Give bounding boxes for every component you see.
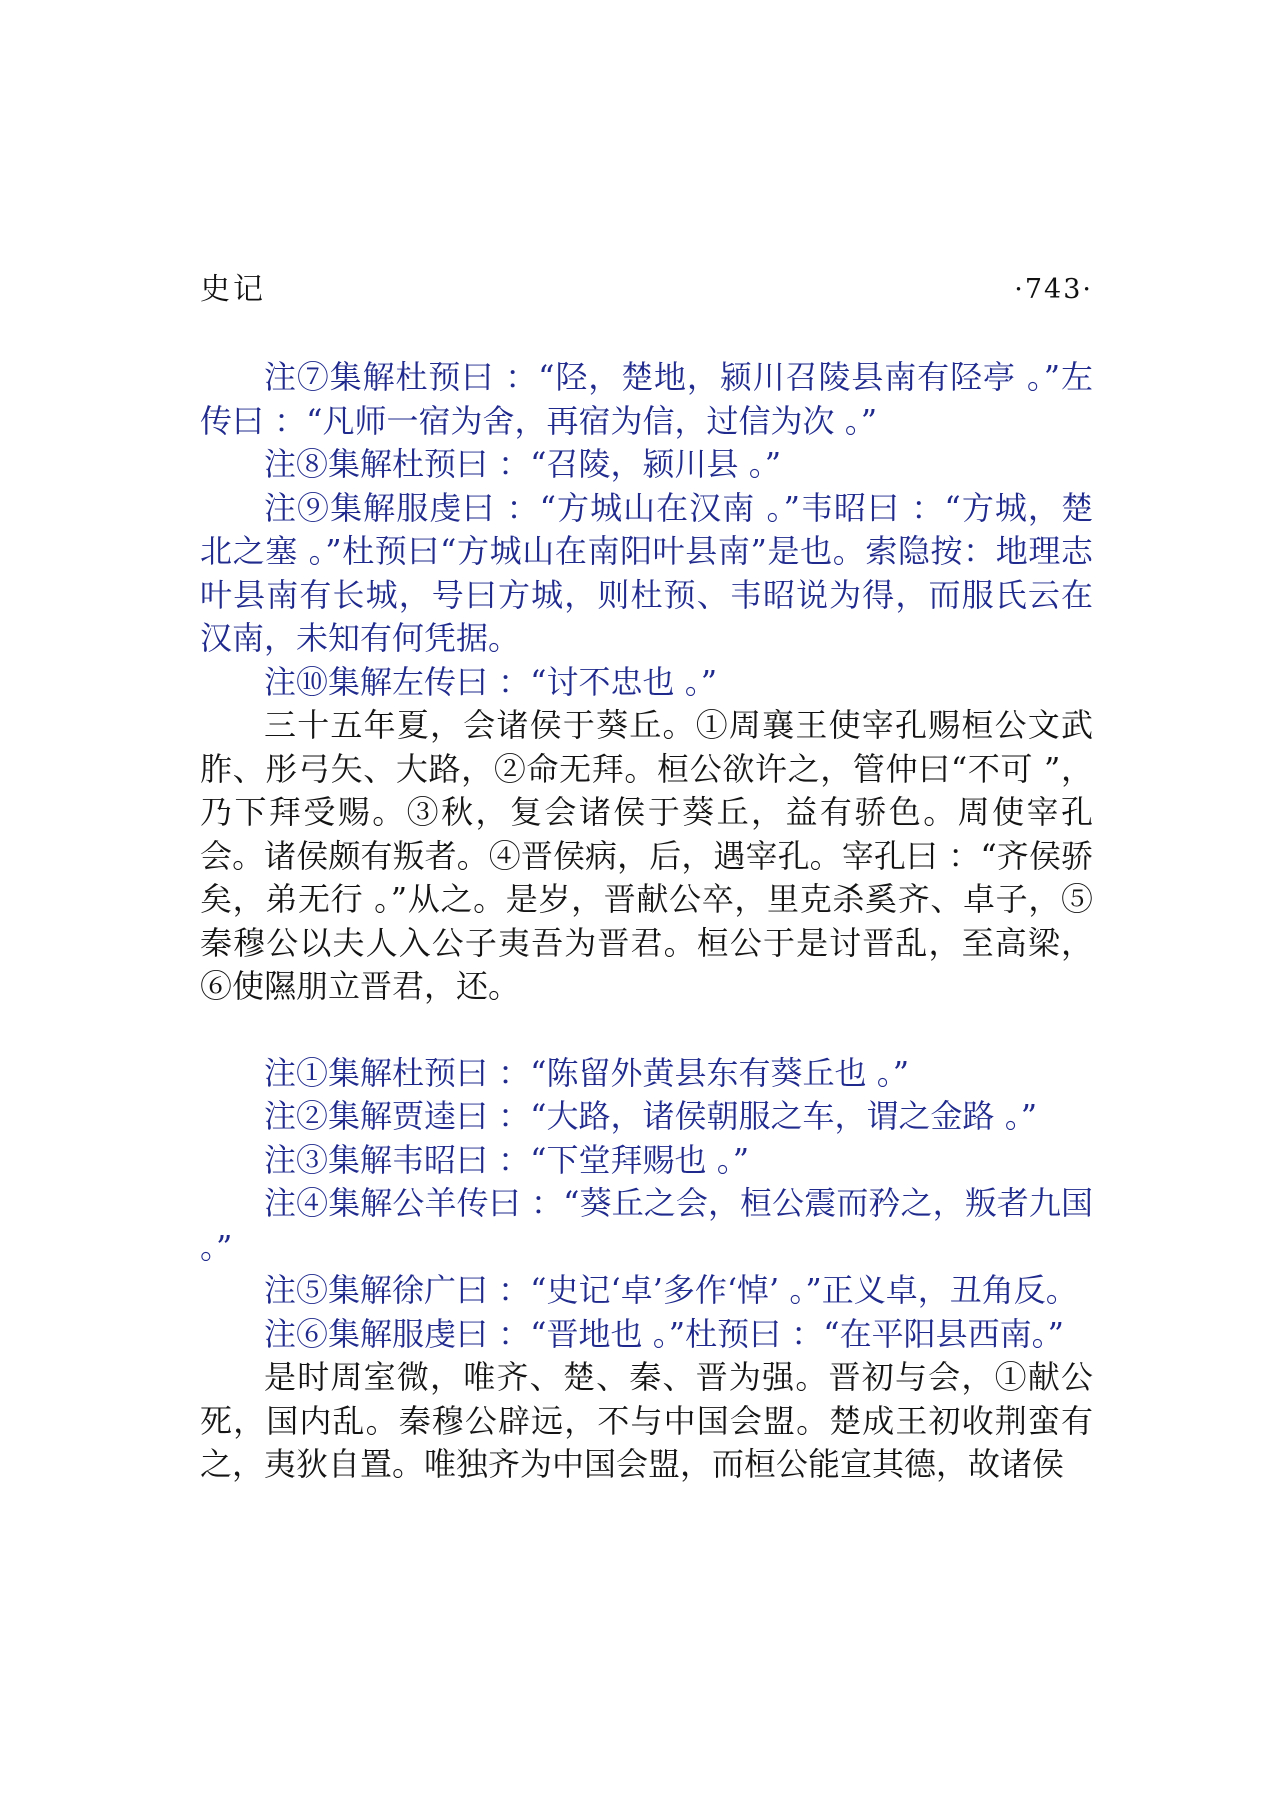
book-title: 史记 bbox=[200, 272, 266, 307]
body-text bbox=[200, 356, 1093, 1487]
annotation-note-4: 注④集解公羊传曰 ：“葵丘之会，桓公震而矜之，叛者九国 。” bbox=[200, 1184, 1093, 1266]
page-number: ·743· bbox=[1014, 274, 1093, 305]
annotation-note-5: 注⑤集解徐广曰 ：“史记‘卓’多作‘悼’ 。”正义卓，丑角反。 bbox=[264, 1271, 1078, 1309]
annotation-note-3: 注③集解韦昭曰 ：“下堂拜赐也 。” bbox=[264, 1140, 750, 1179]
annotation-note-7: 注⑦集解杜预曰 ：“陉，楚地，颍川召陵县南有陉亭 。”左传曰 ：“凡师一宿为舍，再宿为信，过信为次 。” bbox=[200, 358, 1093, 440]
paragraph-gap bbox=[200, 1009, 1093, 1052]
main-paragraph-zhou-weak: 是时周室微，唯齐、楚、秦、晋为强。晋初与会，①献公死，国内乱。秦穆公辟远，不与中国会盟。楚成王初收荆蛮有之，夷狄自置。唯独齐为中国会盟，而桓公能宣其德，故诸侯 bbox=[200, 1358, 1093, 1483]
annotation-note-6: 注⑥集解服虔曰 ：“晋地也 。”杜预曰 ：“在平阳县西南。” bbox=[264, 1314, 1064, 1353]
annotation-note-2: 注②集解贾逵曰 ：“大路，诸侯朝服之车，谓之金路 。” bbox=[264, 1097, 1038, 1135]
annotation-note-1: 注①集解杜预曰 ：“陈留外黄县东有葵丘也 。” bbox=[264, 1053, 910, 1092]
page-header bbox=[200, 268, 1093, 316]
annotation-note-10: 注⑩集解左传曰 ：“讨不忠也 。” bbox=[264, 662, 718, 701]
main-paragraph-year-35: 三十五年夏，会诸侯于葵丘。①周襄王使宰孔赐桓公文武胙、彤弓矢、大路，②命无拜。桓公欲许之，管仲曰“不可 ”，乃下拜受赐。③秋，复会诸侯于葵丘，益有骄色。周使宰孔会。诸侯颇有叛者。④晋侯病，后，遇宰孔。宰孔曰 ：“齐侯骄矣，弟无行 。”从之。是岁，晋献公卒，里克杀奚齐、卓子，⑤秦穆公以夫人入公子夷吾为晋君。桓公于是讨晋乱，至高梁，⑥使隰朋立晋君，还。 bbox=[200, 706, 1093, 1005]
annotation-note-9: 注⑨集解服虔曰 ：“方城山在汉南 。”韦昭曰 ：“方城，楚北之塞 。”杜预曰“方城山在南阳叶县南”是也。索隐按：地理志叶县南有长城，号曰方城，则杜预、韦昭说为得，而服氏云在汉南，未知有何凭据。 bbox=[200, 488, 1093, 657]
annotation-note-8: 注⑧集解杜预曰 ：“召陵，颍川县 。” bbox=[264, 445, 782, 483]
